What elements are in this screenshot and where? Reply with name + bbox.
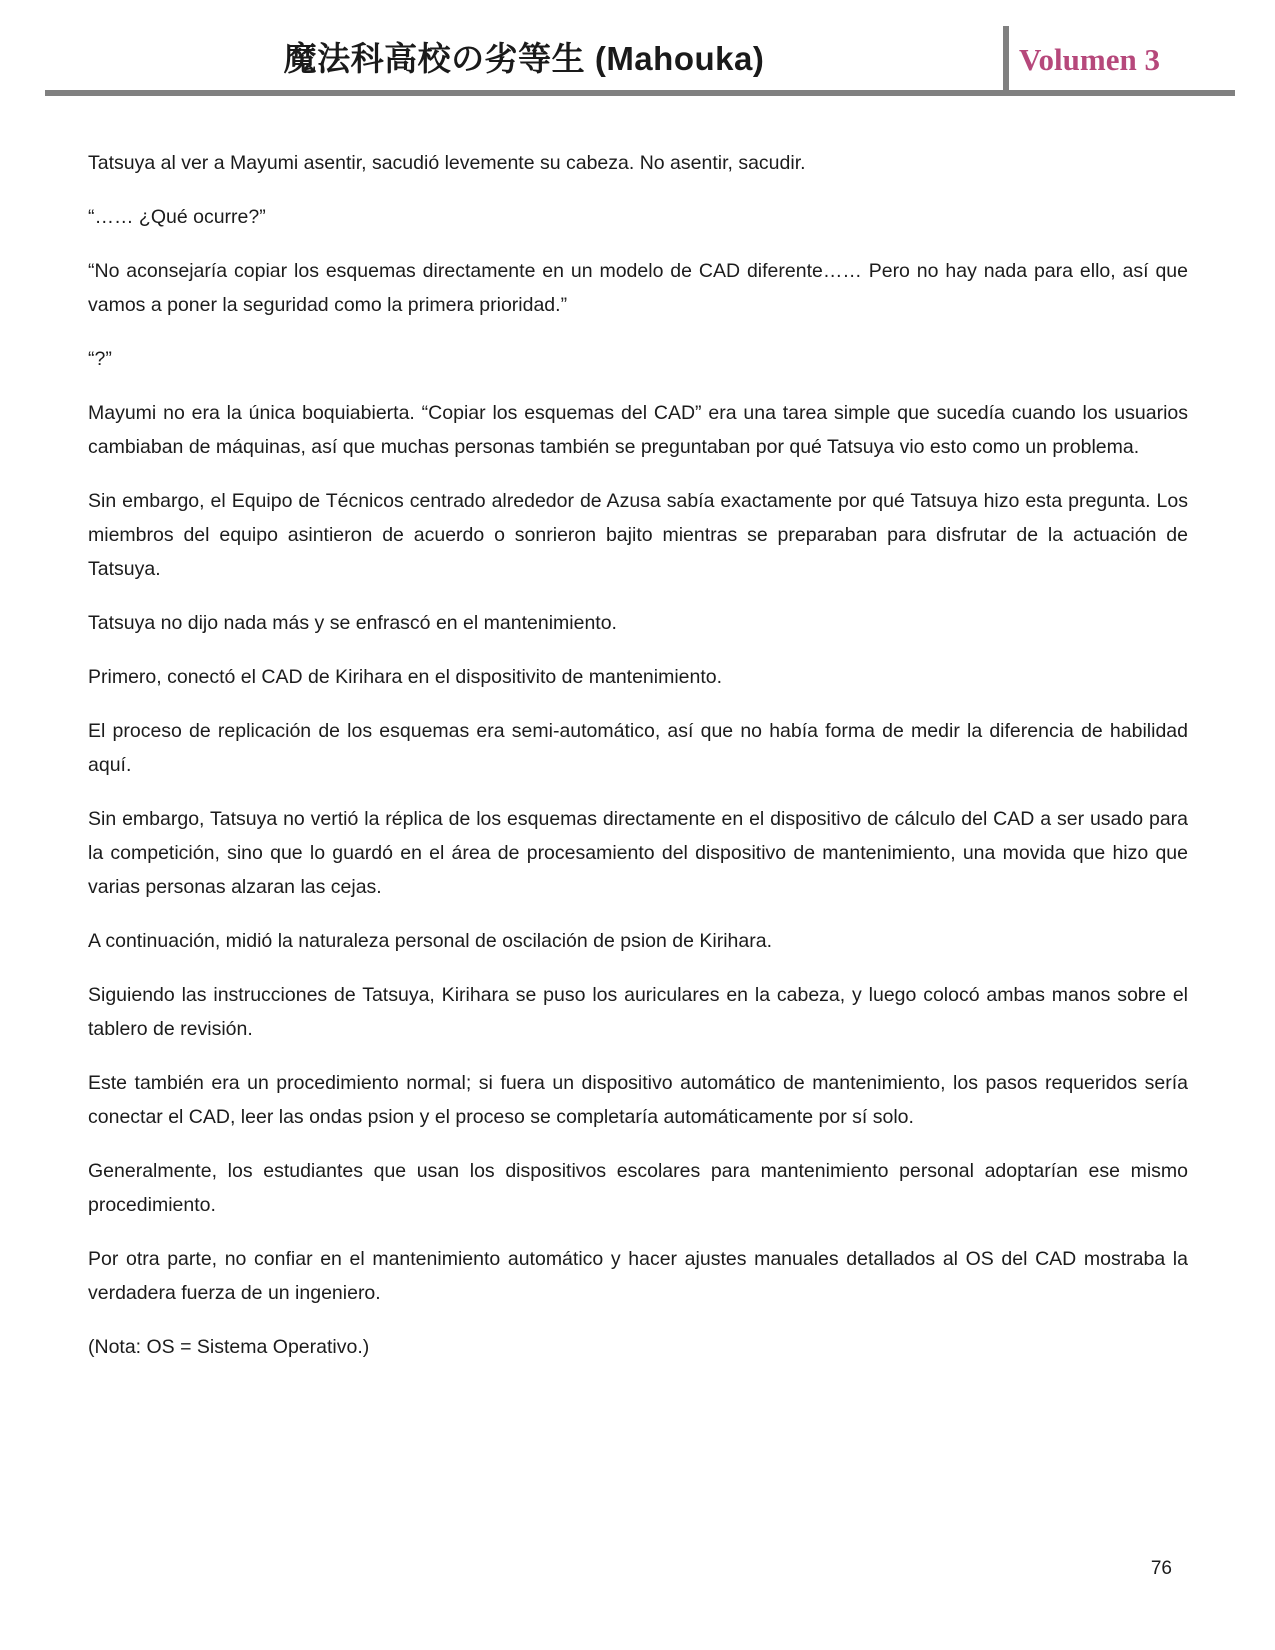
header-volume-cell	[1009, 0, 1235, 90]
paragraph-6: Sin embargo, el Equipo de Técnicos centrado alrededor de Azusa sabía exactamente por qué Tatsuya hizo esta pregunta. Los miembros del equipo asintieron de acuerdo o sonrieron bajito mientras se preparaban para disfrutar de la actuación de Tatsuya.	[88, 490, 1188, 580]
page-header	[45, 0, 1235, 96]
paragraph-5: Mayumi no era la única boquiabierta. “Copiar los esquemas del CAD” era una tarea simple que sucedía cuando los usuarios cambiaban de máquinas, así que muchas personas también se preguntaban por qué Tatsuya vio esto como un problema.	[88, 402, 1188, 458]
paragraph-7: Tatsuya no dijo nada más y se enfrascó en el mantenimiento.	[88, 612, 617, 634]
volume-label: Volumen 3	[1019, 42, 1160, 77]
paragraph-12: Siguiendo las instrucciones de Tatsuya, Kirihara se puso los auriculares en la cabeza, y luego colocó ambas manos sobre el tablero de revisión.	[88, 984, 1188, 1040]
paragraph-9: El proceso de replicación de los esquemas era semi-automático, así que no había forma de medir la diferencia de habilidad aquí.	[88, 720, 1188, 776]
paragraph-11: A continuación, midió la naturaleza personal de oscilación de psion de Kirihara.	[88, 930, 773, 952]
paragraph-14: Generalmente, los estudiantes que usan los dispositivos escolares para mantenimiento personal adoptarían ese mismo procedimiento.	[88, 1160, 1188, 1216]
paragraph-15: Por otra parte, no confiar en el mantenimiento automático y hacer ajustes manuales detallados al OS del CAD mostraba la verdadera fuerza de un ingeniero.	[88, 1248, 1188, 1304]
page-body	[0, 96, 1275, 1364]
header-title-cell	[45, 0, 1003, 90]
page-number: 76	[1150, 1558, 1172, 1579]
paragraph-8: Primero, conectó el CAD de Kirihara en el dispositivito de mantenimiento.	[88, 666, 723, 688]
paragraph-10: Sin embargo, Tatsuya no vertió la réplica de los esquemas directamente en el dispositivo de cálculo del CAD a ser usado para la competición, sino que lo guardó en el área de procesamiento del dispositivo de mantenimiento, una movida que hizo que varias personas alzaran las cejas.	[88, 808, 1188, 898]
paragraph-3: “No aconsejaría copiar los esquemas directamente en un modelo de CAD diferente…… Pero no hay nada para ello, así que vamos a poner la seguridad como la primera prioridad.”	[88, 260, 1188, 316]
paragraph-16: (Nota: OS = Sistema Operativo.)	[88, 1336, 370, 1358]
paragraph-1: Tatsuya al ver a Mayumi asentir, sacudió levemente su cabeza. No asentir, sacudir.	[88, 152, 806, 174]
paragraph-4: “?”	[88, 348, 112, 370]
paragraph-2: “…… ¿Qué ocurre?”	[88, 206, 266, 228]
document-title: 魔法科高校の劣等生 (Mahouka)	[283, 40, 765, 77]
paragraph-13: Este también era un procedimiento normal; si fuera un dispositivo automático de mantenimiento, los pasos requeridos sería conectar el CAD, leer las ondas psion y el proceso se completaría automáticamente por sí solo.	[88, 1072, 1188, 1128]
